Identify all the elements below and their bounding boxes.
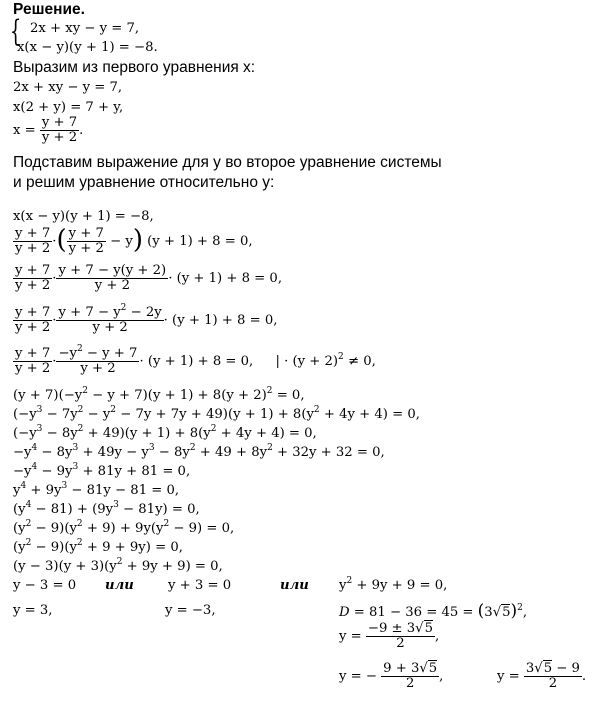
case-3: $y^2 + 9y + 9 = 0$, [339, 576, 448, 593]
expand-line2: $(-y^3 - 7y^2 - y^2 - 7y + 7y + 49)(y + 1) + 8(y^2 + 4y + 4) = 0$, [13, 405, 420, 422]
derive-line1: 2x + xy − y = 7, [13, 80, 123, 95]
derive-x-formula: x = $\frac{y + 7}{y + 2}$ . [13, 115, 84, 145]
sub-line5: $\frac{y + 7}{y + 2}$ · $\frac{-y^2 - y + 7}{y + 2}$ · (y + 1) + 8 = 0, | · $(y + 2)^2 \ne 0$, [15, 344, 376, 376]
text-substitute-1: Подставим выражение для y во второе уравнение системы [13, 154, 442, 171]
solution-title: Решение. [13, 1, 85, 18]
text-substitute-2: и решим уравнение относительно y: [13, 174, 275, 191]
sub-line4: $\frac{y + 7}{y + 2}$ · $\frac{y + 7 - y^2 - 2y}{y + 2}$ · (y + 1) + 8 = 0, [15, 303, 278, 335]
result-1: y = 3, [13, 603, 53, 618]
expand-line9: $(y^2 - 9)(y^2 + 9 + 9y) = 0$, [13, 538, 183, 555]
system-brace: { [9, 14, 22, 49]
sub-line1: x(x − y)(y + 1) = −8, [13, 209, 154, 224]
root-3: y = − $\frac{9 + 3√5}{2}$ , [339, 661, 444, 691]
expand-line7: $(y^4 - 81) + (9y^3 - 81y) = 0$, [13, 500, 200, 517]
expand-line5: $-y^4 - 9y^3 + 81y + 81 = 0$, [13, 462, 191, 479]
discriminant: $D = 81 - 36 = 45 = (3√5)^2$, [339, 601, 528, 621]
case-1: y − 3 = 0 [13, 578, 77, 593]
system-eq2: x(x − y)(y + 1) = −8. [17, 40, 158, 55]
expand-line6: $y^4 + 9y^3 - 81y - 81 = 0$, [13, 481, 180, 498]
root-4: y = $\frac{3√5 - 9}{2}$ . [497, 661, 587, 691]
x-equals: x = [13, 122, 36, 138]
expand-line4: $-y^4 - 8y^3 + 49y - y^3 - 8y^2 + 49 + 8y^2 + 32y + 32 = 0$, [13, 443, 385, 460]
system-eq1: 2x + xy − y = 7, [30, 21, 140, 36]
expand-line8: $(y^2 - 9)(y^2 + 9) + 9y(y^2 - 9) = 0$, [13, 519, 235, 536]
expand-line10: $(y - 3)(y + 3)(y^2 + 9y + 9) = 0$, [13, 557, 223, 574]
case-2: y + 3 = 0 [168, 578, 232, 593]
sub-line3: $\frac{y + 7}{y + 2}$ · $\frac{y + 7 - y(y + 2)}{y + 2}$ · (y + 1) + 8 = 0, [15, 263, 283, 293]
derive-line2: x(2 + y) = 7 + y, [13, 100, 124, 115]
text-express-x: Выразим из первого уравнения x: [13, 59, 256, 76]
or-1: или [105, 578, 134, 593]
expand-line3: $(-y^3 - 8y^2 + 49)(y + 1) + 8(y^2 + 4y + 4) = 0$, [13, 424, 317, 441]
sub-line2: $\frac{y + 7}{y + 2}$ ·( $\frac{y + 7}{y + 2}$ − y) (y + 1) + 8 = 0, [15, 224, 253, 256]
expand-line1: $(y + 7)(-y^2 - y + 7)(y + 1) + 8(y + 2)^2 = 0$, [13, 386, 305, 403]
result-2: y = −3, [165, 603, 216, 618]
or-2: или [280, 578, 309, 593]
x-fraction: $\frac{y + 7}{y + 2}$ [41, 115, 78, 145]
roots-formula: y = $\frac{-9 \pm 3√5}{2}$ , [339, 621, 440, 651]
